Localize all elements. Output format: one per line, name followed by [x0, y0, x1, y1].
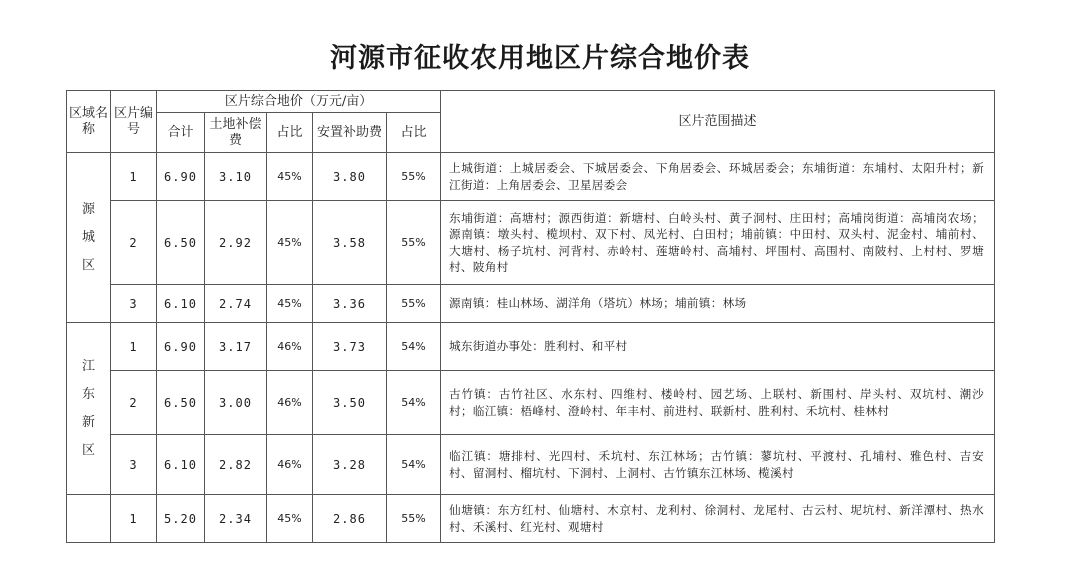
land-compensation: 2.34: [205, 495, 267, 543]
land-ratio: 46%: [267, 323, 313, 371]
total-price: 6.90: [157, 323, 205, 371]
table-row: [67, 435, 995, 495]
land-compensation: 3.00: [205, 371, 267, 435]
total-price: 6.90: [157, 153, 205, 201]
land-ratio: 46%: [267, 371, 313, 435]
land-compensation: 3.10: [205, 153, 267, 201]
land-compensation: 2.82: [205, 435, 267, 495]
page-title: 河源市征收农用地区片综合地价表: [330, 43, 750, 74]
zone-description: 东埔街道：高塘村；源西街道：新塘村、白岭头村、黄子洞村、庄田村；高埔岗街道：高埔岗农场；源南镇：墩头村、榄坝村、双下村、凤光村、白田村；埔前镇：中田村、双头村、泥金村、埔前村、大塘村、杨子坑村、河背村、赤岭村、莲塘岭村、高埔村、坪围村、高围村、南陂村、上村村、罗塘村、陂角村: [441, 201, 995, 285]
land-ratio: 45%: [267, 285, 313, 323]
header-price-group: 区片综合地价（万元/亩）: [157, 91, 441, 113]
table-row: [67, 153, 995, 201]
header-total: 合计: [157, 113, 205, 153]
resettlement-ratio: 55%: [387, 495, 441, 543]
zone-name-cell: 江 东 新 区: [67, 323, 111, 495]
land-compensation: 2.92: [205, 201, 267, 285]
zone-description: 仙塘镇：东方红村、仙塘村、木京村、龙利村、徐洞村、龙尾村、古云村、坭坑村、新洋潭村、热水村、禾溪村、红光村、观塘村: [441, 495, 995, 543]
zone-code: 3: [111, 285, 157, 323]
zone-code: 2: [111, 371, 157, 435]
zone-description: 上城街道：上城居委会、下城居委会、下角居委会、环城居委会；东埔街道：东埔村、太阳升村；新江街道：上角居委会、卫星居委会: [441, 153, 995, 201]
zone-code: 1: [111, 495, 157, 543]
header-land-compensation: 土地补偿费: [205, 113, 267, 153]
table-row: [67, 371, 995, 435]
resettlement-ratio: 54%: [387, 323, 441, 371]
zone-name-cell: [67, 495, 111, 543]
zone-description: 临江镇：塘排村、光四村、禾坑村、东江林场；古竹镇：蓼坑村、平渡村、孔埔村、雅色村、吉安村、留洞村、榴坑村、下洞村、上洞村、古竹镇东江林场、榄溪村: [441, 435, 995, 495]
header-description: 区片范围描述: [441, 91, 995, 153]
land-price-table: [66, 90, 995, 543]
zone-description: 古竹镇：古竹社区、水东村、四维村、楼岭村、园艺场、上联村、新围村、岸头村、双坑村、潮沙村；临江镇：梧峰村、澄岭村、年丰村、前进村、联新村、胜利村、禾坑村、桂林村: [441, 371, 995, 435]
header-zone-code: 区片编号: [111, 91, 157, 153]
resettlement-ratio: 55%: [387, 153, 441, 201]
header-resettlement-ratio: 占比: [387, 113, 441, 153]
land-compensation: 3.17: [205, 323, 267, 371]
land-ratio: 45%: [267, 495, 313, 543]
zone-code: 3: [111, 435, 157, 495]
header-land-ratio: 占比: [267, 113, 313, 153]
resettlement-ratio: 55%: [387, 201, 441, 285]
resettlement-subsidy: 3.58: [313, 201, 387, 285]
zone-description: 源南镇：桂山林场、湖洋角（塔坑）林场；埔前镇：林场: [441, 285, 995, 323]
resettlement-subsidy: 2.86: [313, 495, 387, 543]
table-row: [67, 323, 995, 371]
resettlement-subsidy: 3.50: [313, 371, 387, 435]
land-ratio: 45%: [267, 153, 313, 201]
resettlement-ratio: 55%: [387, 285, 441, 323]
resettlement-ratio: 54%: [387, 435, 441, 495]
resettlement-subsidy: 3.36: [313, 285, 387, 323]
total-price: 6.10: [157, 285, 205, 323]
header-resettlement-subsidy: 安置补助费: [313, 113, 387, 153]
zone-description: 城东街道办事处：胜利村、和平村: [441, 323, 995, 371]
total-price: 6.50: [157, 371, 205, 435]
table-row: [67, 285, 995, 323]
table-row: [67, 495, 995, 543]
zone-code: 1: [111, 323, 157, 371]
total-price: 6.10: [157, 435, 205, 495]
zone-code: 2: [111, 201, 157, 285]
land-ratio: 46%: [267, 435, 313, 495]
table-row: [67, 201, 995, 285]
total-price: 6.50: [157, 201, 205, 285]
zone-name-cell: 源 城 区: [67, 153, 111, 323]
land-ratio: 45%: [267, 201, 313, 285]
resettlement-ratio: 54%: [387, 371, 441, 435]
resettlement-subsidy: 3.80: [313, 153, 387, 201]
zone-code: 1: [111, 153, 157, 201]
resettlement-subsidy: 3.28: [313, 435, 387, 495]
total-price: 5.20: [157, 495, 205, 543]
header-zone-name: 区域名称: [67, 91, 111, 153]
resettlement-subsidy: 3.73: [313, 323, 387, 371]
land-compensation: 2.74: [205, 285, 267, 323]
